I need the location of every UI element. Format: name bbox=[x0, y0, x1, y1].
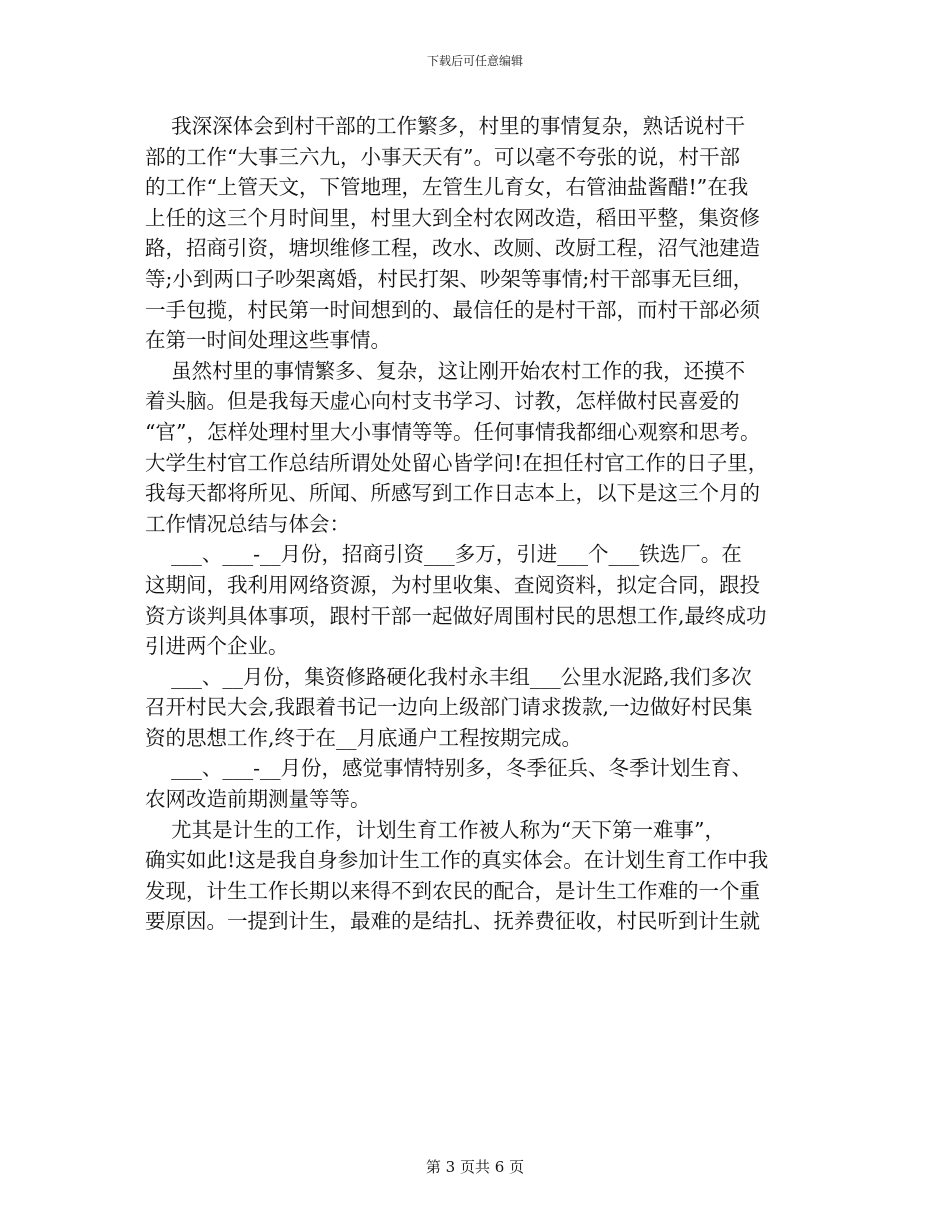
text-line: ___、___-__月份，感觉事情特别多，冬季征兵、冬季计划生育、 bbox=[145, 756, 752, 781]
text-line: 大学生村官工作总结所谓处处留心皆学问!在担任村官工作的日子里， bbox=[145, 450, 769, 475]
text-line: 引进两个企业。 bbox=[145, 634, 289, 659]
paragraph bbox=[145, 662, 815, 754]
text-line: ___、__月份，集资修路硬化我村永丰组___公里水泥路,我们多次 bbox=[145, 664, 752, 689]
text-line: “官”，怎样处理村里大小事情等等。任何事情我都细心观察和思考。 bbox=[145, 419, 761, 444]
page-header: 下载后可任意编辑 bbox=[426, 54, 523, 68]
text-line: 确实如此!这是我自身参加计生工作的真实体会。在计划生育工作中我 bbox=[145, 848, 769, 873]
text-line: 资方谈判具体事项，跟村干部一起做好周围村民的思想工作,最终成功 bbox=[145, 603, 767, 628]
text-line: 工作情况总结与体会： bbox=[145, 511, 350, 536]
text-line: 要原因。一提到计生，最难的是结扎、抚养费征收，村民听到计生就 bbox=[145, 909, 760, 934]
paragraph bbox=[145, 539, 815, 661]
document-body bbox=[145, 111, 815, 937]
text-line: 等;小到两口子吵架离婚，村民打架、吵架等事情;村干部事无巨细， bbox=[145, 266, 754, 291]
paragraph bbox=[145, 815, 815, 937]
text-line: 路，招商引资，塘坝维修工程，改水、改厕、改厨工程，沼气池建造 bbox=[145, 236, 760, 261]
text-line: 我深深体会到村干部的工作繁多，村里的事情复杂，熟话说村干 bbox=[145, 114, 746, 138]
text-line: 召开村民大会,我跟着书记一边向上级部门请求拨款,一边做好村民集 bbox=[145, 695, 753, 720]
text-line: 虽然村里的事情繁多、复杂，这让刚开始农村工作的我，还摸不 bbox=[145, 358, 746, 383]
paragraph bbox=[145, 111, 815, 356]
text-line: 农网改造前期测量等等。 bbox=[145, 787, 371, 812]
text-line: 的工作“上管天文，下管地理，左管生儿育女，右管油盐酱醋!”在我 bbox=[145, 175, 749, 200]
text-line: 部的工作“大事三六九，小事天天有”。可以毫不夸张的说，村干部 bbox=[145, 144, 740, 169]
text-line: 资的思想工作,终于在__月底通户工程按期完成。 bbox=[145, 725, 583, 750]
page-footer: 第 3 页共 6 页 bbox=[425, 1158, 525, 1176]
text-line: 着头脑。但是我每天虚心向村支书学习、讨教，怎样做村民喜爱的 bbox=[145, 389, 740, 414]
text-line: 这期间，我利用网络资源，为村里收集、查阅资料，拟定合同，跟投 bbox=[145, 572, 760, 597]
paragraph bbox=[145, 753, 815, 814]
text-line: 尤其是计生的工作，计划生育工作被人称为“天下第一难事”， bbox=[145, 817, 726, 842]
text-line: 在第一时间处理这些事情。 bbox=[145, 328, 391, 353]
paragraph bbox=[145, 356, 815, 540]
text-line: 一手包揽，村民第一时间想到的、最信任的是村干部，而村干部必须 bbox=[145, 297, 760, 322]
text-line: ___、___-__月份，招商引资___多万，引进___个___铁选厂。在 bbox=[145, 542, 742, 567]
text-line: 上任的这三个月时间里，村里大到全村农网改造，稻田平整，集资修 bbox=[145, 205, 760, 230]
text-line: 发现，计生工作长期以来得不到农民的配合，是计生工作难的一个重 bbox=[145, 878, 760, 903]
text-line: 我每天都将所见、所闻、所感写到工作日志本上，以下是这三个月的 bbox=[145, 481, 760, 506]
